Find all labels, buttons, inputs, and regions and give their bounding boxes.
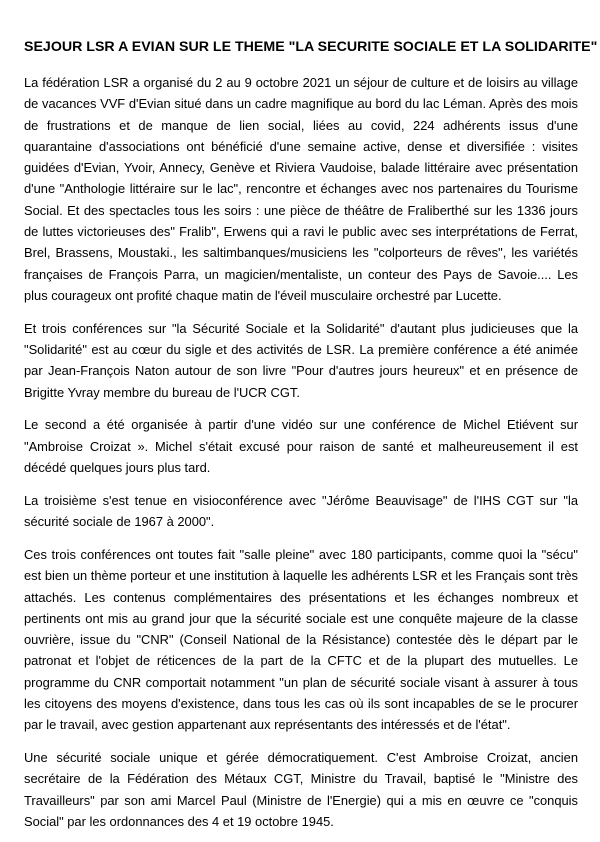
document-title: SEJOUR LSR A EVIAN SUR LE THEME "LA SECURITE SOCIALE ET LA SOLIDARITE" [24, 39, 598, 55]
paragraph-conferences: Et trois conférences sur "la Sécurité Sociale et la Solidarité" d'autant plus judicieuses que la "Solidarité" est au cœur du sigle et des activités de LSR. La première conférence a été animée par Jean-François Naton autour de son livre "Pour d'autres jours heureux" et en présence de Brigitte Yvray membre du bureau de l'UCR CGT. [24, 320, 578, 400]
paragraph-second-conference: Le second a été organisée à partir d'une vidéo sur une conférence de Michel Etiévent sur "Ambroise Croizat ». Michel s'était excusé pour raison de santé et malheureusement il est décédé quelques jours plus tard. [24, 417, 578, 476]
paragraph-third-conference: La troisième s'est tenue en visioconférence avec "Jérôme Beauvisage" de l'IHS CGT sur "la sécurité sociale de 1967 à 2000". [24, 492, 578, 530]
paragraph-attendance: Ces trois conférences ont toutes fait "salle pleine" avec 180 participants, comme quoi la "sécu" est bien un thème porteur et une institution à laquelle les adhérents LSR et les Français sont très attachés. Les contenus complémentaires des présentations et les échanges nombreux et pertinents ont mis au grand jour que la sécurité sociale est une conquête majeure de la classe ouvrière, issue du "CNR" (Conseil National de la Résistance) contestée dès le départ par le patronat et l'objet de réticences de la part de la CFTC et de la plupart des mutuelles. Le programme du CNR comportait notamment "un plan de sécurité sociale visant à assurer à tous les citoyens des moyens d'existence, dans tous les cas où ils sont incapables de se le procurer par le travail, avec gestion appartenant aux représentants des intéressés et de l'état". [24, 546, 578, 733]
paragraph-croizat: Une sécurité sociale unique et gérée démocratiquement. C'est Ambroise Croizat, ancien secrétaire de la Fédération des Métaux CGT, Ministre du Travail, baptisé le "Ministre des Travailleurs" par son ami Marcel Paul (Ministre de l'Energie) qui a mis en œuvre ce "conquis Social" par les ordonnances des 4 et 19 octobre 1945. [24, 750, 578, 829]
paragraph-intro: La fédération LSR a organisé du 2 au 9 octobre 2021 un séjour de culture et de loisirs au village de vacances VVF d'Evian situé dans un cadre magnifique au bord du lac Léman. Après des mois de frustrations et de manque de lien social, liées au covid, 224 adhérents issus d'une quarantaine d'associations ont bénéficié d'une semaine active, dense et diversifiée : visites guidées d'Evian, Yvoir, Annecy, Genève et Riviera Vaudoise, balade littéraire avec présentation d'une "Anthologie littéraire sur le lac", rencontre et échanges avec nos partenaires du Tourisme Social. Et des spectacles tous les soirs : une pièce de théâtre de Fraliberthé sur les 1336 jours de luttes victorieuses des" Fralib", Erwens qui a ravi le public avec ses interprétations de Ferrat, Brel, Brassens, Moustaki., les saltimbanques/musiciens les "colporteurs de rêves", les variétés françaises de François Parra, un magicien/mentaliste, un conteur des Pays de Savoie.... Les plus courageux ont profité chaque matin de l'éveil musculaire orchestré par Lucette. [24, 75, 578, 303]
